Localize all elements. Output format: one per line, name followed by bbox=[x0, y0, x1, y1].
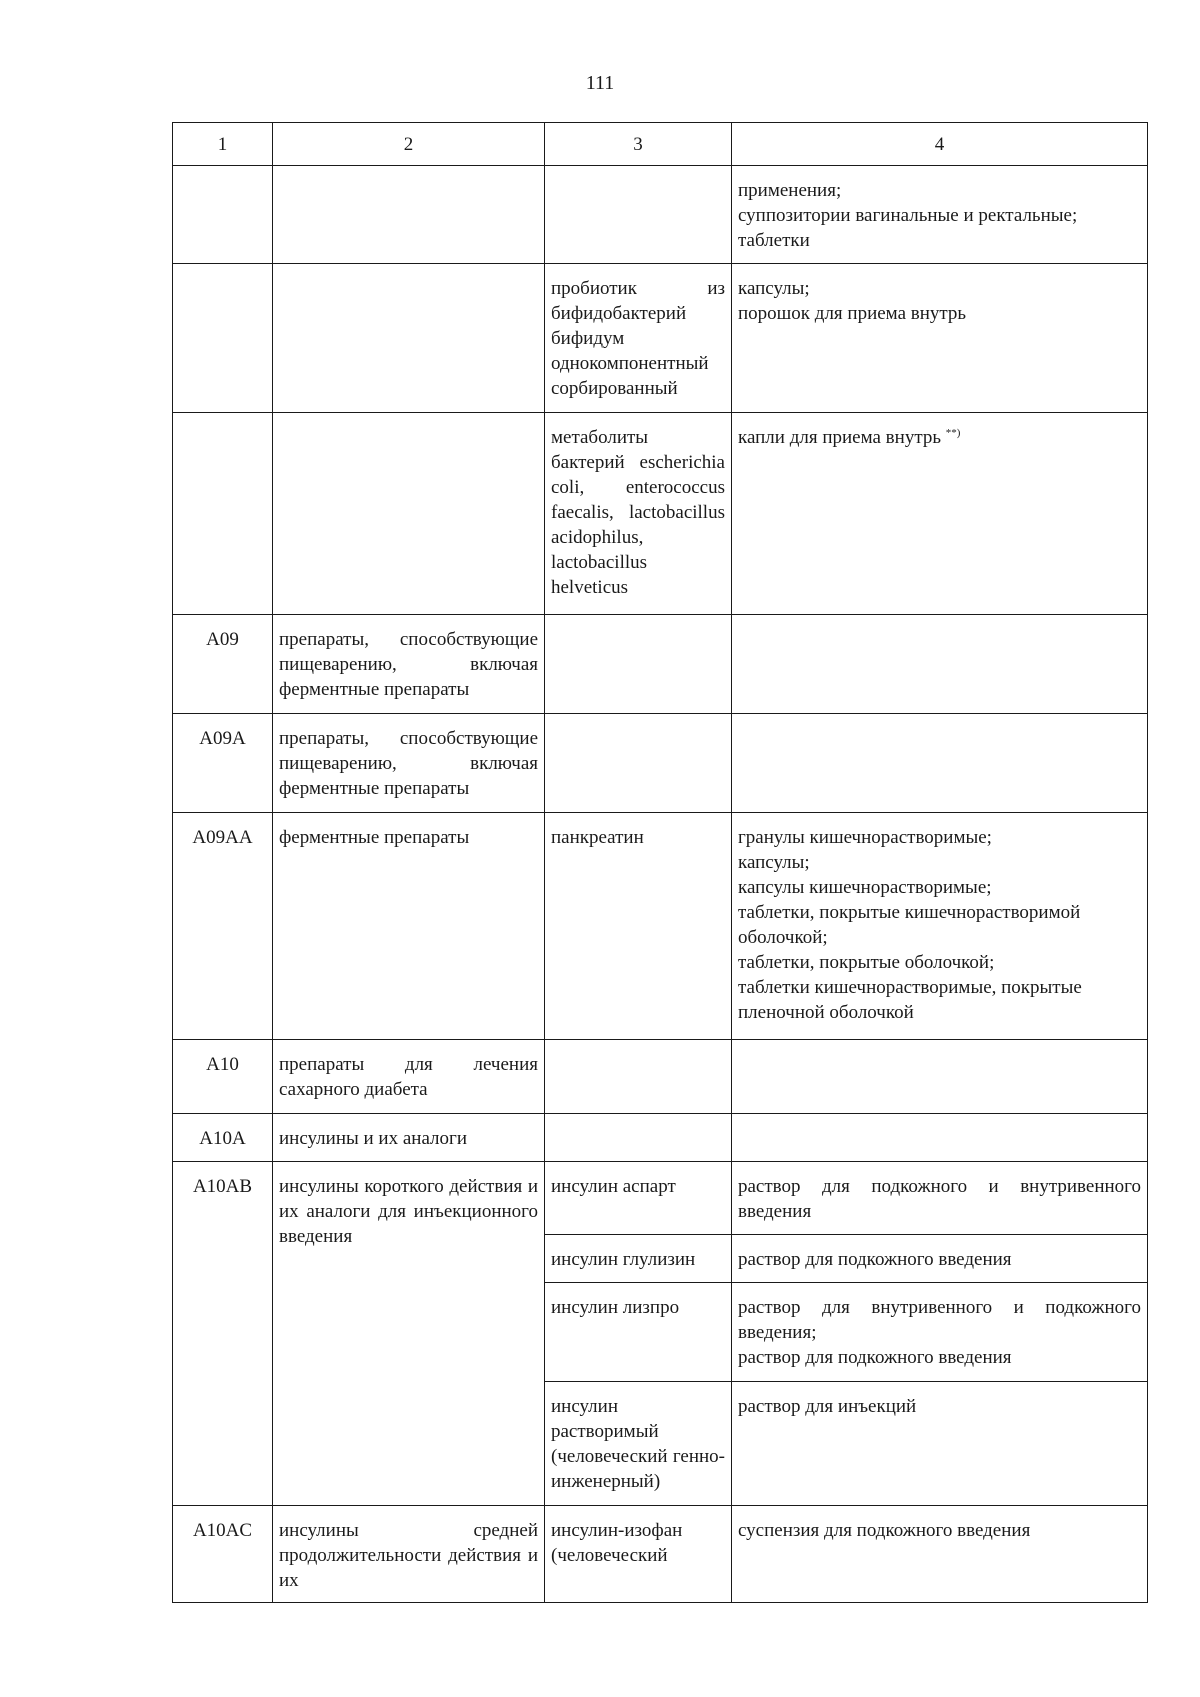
column-header: 1 bbox=[173, 123, 273, 166]
dosage-form-line: раствор для внутривенного и подкожного введения; bbox=[738, 1297, 1141, 1343]
atc-code-cell: A09AA bbox=[173, 813, 273, 1040]
atc-code-cell: A10AB bbox=[173, 1162, 273, 1506]
dosage-form-cell bbox=[732, 166, 1148, 264]
dosage-form-line: таблетки, покрытые оболочкой; bbox=[738, 952, 995, 973]
dosage-form-line: таблетки, покрытые кишечнорастворимой оболочкой; bbox=[738, 902, 1081, 948]
drug-name-cell: инсулин растворимый (человеческий генно-инженерный) bbox=[545, 1382, 732, 1506]
atc-code-cell: A10AC bbox=[173, 1506, 273, 1603]
dosage-form-cell bbox=[732, 1382, 1148, 1506]
dosage-form-line: раствор для инъекций bbox=[738, 1396, 917, 1417]
table-row bbox=[173, 714, 1148, 813]
drug-name-cell: инсулин-изофан (человеческий bbox=[545, 1506, 732, 1603]
dosage-form-cell bbox=[732, 1114, 1148, 1162]
dosage-form-line: капли для приема внутрь bbox=[738, 427, 942, 448]
dosage-form-cell: суспензия для подкожного введения bbox=[732, 1506, 1148, 1603]
group-cell: инсулины средней продолжительности действия и их bbox=[273, 1506, 545, 1603]
column-header: 4 bbox=[732, 123, 1148, 166]
dosage-form-cell bbox=[732, 1235, 1148, 1283]
dosage-form-cell bbox=[732, 714, 1148, 813]
table-row bbox=[173, 1040, 1148, 1114]
dosage-form-line: раствор для подкожного и внутривенного введения bbox=[738, 1176, 1141, 1222]
dosage-form-cell bbox=[732, 413, 1148, 615]
dosage-form-cell bbox=[732, 1162, 1148, 1235]
dosage-form-cell bbox=[732, 1040, 1148, 1114]
drug-name-cell: панкреатин bbox=[545, 813, 732, 1040]
group-cell: инсулины короткого действия и их аналоги для инъекционного введения bbox=[273, 1162, 545, 1506]
table-row bbox=[173, 264, 1148, 413]
drug-name-cell: инсулин глулизин bbox=[545, 1235, 732, 1283]
header-row bbox=[173, 123, 1148, 166]
dosage-form-line: применения; bbox=[738, 180, 842, 201]
dosage-form-line: таблетки кишечнорастворимые, покрытые пленочной оболочкой bbox=[738, 977, 1082, 1023]
dosage-form-line: капсулы; bbox=[738, 278, 810, 299]
group-cell: ферментные препараты bbox=[273, 813, 545, 1040]
group-cell: инсулины и их аналоги bbox=[273, 1114, 545, 1162]
dosage-form-line: капсулы кишечнорастворимые; bbox=[738, 877, 992, 898]
drug-name-cell bbox=[545, 714, 732, 813]
dosage-form-cell bbox=[732, 1283, 1148, 1382]
atc-code-cell: A09 bbox=[173, 615, 273, 714]
drug-name-cell: метаболиты бактерий escherichia coli, enterococcus faecalis, lactobacillus acidophilus, lactobacillus helveticus bbox=[545, 413, 732, 615]
drug-name-cell: инсулин лизпро bbox=[545, 1283, 732, 1382]
group-cell bbox=[273, 166, 545, 264]
drug-classification-table bbox=[172, 122, 1148, 1603]
dosage-form-cell bbox=[732, 813, 1148, 1040]
table-row bbox=[173, 413, 1148, 615]
dosage-form-line: раствор для подкожного введения bbox=[738, 1347, 1012, 1368]
group-cell: препараты, способствующие пищеварению, включая ферментные препараты bbox=[273, 714, 545, 813]
drug-name-cell bbox=[545, 1040, 732, 1114]
dosage-form-line: порошок для приема внутрь bbox=[738, 303, 967, 324]
group-cell: препараты, способствующие пищеварению, включая ферментные препараты bbox=[273, 615, 545, 714]
table-row bbox=[173, 615, 1148, 714]
group-cell bbox=[273, 264, 545, 413]
table-row bbox=[173, 813, 1148, 1040]
dosage-form-line: гранулы кишечнорастворимые; bbox=[738, 827, 992, 848]
column-header: 2 bbox=[273, 123, 545, 166]
dosage-form-cell bbox=[732, 615, 1148, 714]
dosage-form-line: капсулы; bbox=[738, 852, 810, 873]
dosage-form-line: раствор для подкожного введения bbox=[738, 1249, 1012, 1270]
drug-name-cell bbox=[545, 615, 732, 714]
footnote-marker: **) bbox=[945, 427, 961, 439]
drug-name-cell bbox=[545, 1114, 732, 1162]
page-number: 111 bbox=[585, 72, 615, 94]
table-row bbox=[173, 1114, 1148, 1162]
atc-code-cell: A09A bbox=[173, 714, 273, 813]
table-row bbox=[173, 166, 1148, 264]
drug-name-cell bbox=[545, 166, 732, 264]
column-header: 3 bbox=[545, 123, 732, 166]
drug-name-cell: инсулин аспарт bbox=[545, 1162, 732, 1235]
dosage-form-line: суппозитории вагинальные и ректальные; bbox=[738, 205, 1078, 226]
group-cell bbox=[273, 413, 545, 615]
table-row bbox=[173, 1506, 1148, 1603]
atc-code-cell bbox=[173, 413, 273, 615]
atc-code-cell bbox=[173, 166, 273, 264]
atc-code-cell: A10A bbox=[173, 1114, 273, 1162]
table-row bbox=[173, 1162, 1148, 1235]
drug-name-cell: пробиотик из бифидобактерий бифидум однокомпонентный сорбированный bbox=[545, 264, 732, 413]
dosage-form-line: таблетки bbox=[738, 230, 810, 251]
group-cell: препараты для лечения сахарного диабета bbox=[273, 1040, 545, 1114]
atc-code-cell bbox=[173, 264, 273, 413]
dosage-form-cell bbox=[732, 264, 1148, 413]
atc-code-cell: A10 bbox=[173, 1040, 273, 1114]
